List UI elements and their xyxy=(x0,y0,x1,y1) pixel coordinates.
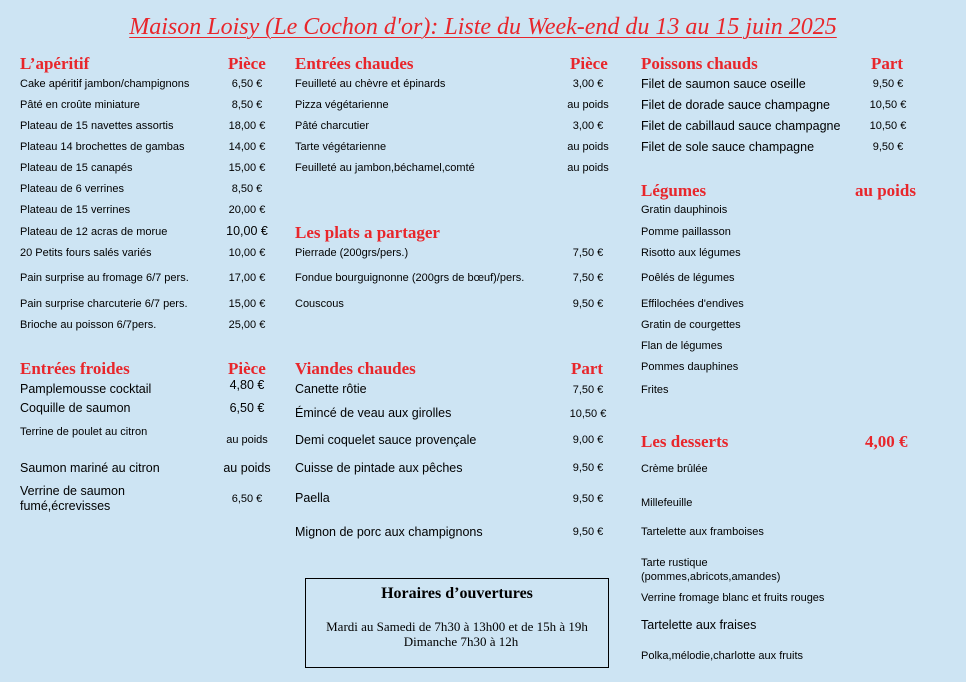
section-heading-poissons-chauds: Poissons chauds xyxy=(641,54,758,73)
item-price: 9,50 € xyxy=(572,526,604,538)
list-item: Feuilleté au jambon,béchamel,comté xyxy=(295,162,475,174)
item-price: 15,00 € xyxy=(228,162,266,174)
opening-hours-weekdays: Mardi au Samedi de 7h30 à 13h00 et de 15h à 19h xyxy=(326,619,588,634)
list-item: Pamplemousse cocktail xyxy=(20,382,152,396)
list-item-continued: fumé,écrevisses xyxy=(20,499,111,513)
list-item: Plateau de 6 verrines xyxy=(20,183,124,195)
list-item: Mignon de porc aux champignons xyxy=(295,525,483,539)
list-item: 20 Petits fours salés variés xyxy=(20,247,152,259)
list-item: Verrine de saumon xyxy=(20,484,125,498)
list-item: Pain surprise au fromage 6/7 pers. xyxy=(20,272,189,284)
item-price: 17,00 € xyxy=(228,272,266,284)
item-price: 9,50 € xyxy=(872,141,904,153)
unit-label-viandes-chaudes: Part xyxy=(571,359,604,378)
list-item: Plateau de 12 acras de morue xyxy=(20,226,168,238)
list-item: Demi coquelet sauce provençale xyxy=(295,433,477,447)
item-price: 25,00 € xyxy=(228,319,266,331)
list-item: Brioche au poisson 6/7pers. xyxy=(20,319,157,331)
item-price: 3,00 € xyxy=(572,120,604,132)
list-item: Plateau 14 brochettes de gambas xyxy=(20,141,185,153)
item-price: 20,00 € xyxy=(228,204,266,216)
item-price: 9,50 € xyxy=(572,298,604,310)
list-item: Tartelette aux fraises xyxy=(641,618,757,632)
list-item: Filet de cabillaud sauce champagne xyxy=(641,119,841,133)
item-price: 3,00 € xyxy=(572,78,604,90)
list-item: Filet de sole sauce champagne xyxy=(641,140,815,154)
item-price: 9,00 € xyxy=(572,434,604,446)
unit-label-entrees-froides: Pièce xyxy=(228,359,266,378)
list-item: Gratin dauphinois xyxy=(641,204,728,216)
unit-label-legumes: au poids xyxy=(855,181,916,200)
item-price: au poids xyxy=(567,162,609,174)
item-price: 6,50 € xyxy=(231,78,263,90)
unit-label-aperitif: Pièce xyxy=(228,54,266,73)
list-item: Fondue bourguignonne (200grs de bœuf)/pers. xyxy=(295,272,525,284)
list-item: Canette rôtie xyxy=(295,382,367,396)
item-price: 6,50 € xyxy=(229,401,265,415)
opening-hours-box xyxy=(305,578,609,668)
list-item: Pizza végétarienne xyxy=(295,99,389,111)
list-item: Tarte végétarienne xyxy=(295,141,387,153)
list-item: Verrine fromage blanc et fruits rouges xyxy=(641,592,825,604)
opening-hours-sunday: Dimanche 7h30 à 12h xyxy=(403,634,519,649)
item-price: 7,50 € xyxy=(572,384,604,396)
list-item: Cuisse de pintade aux pêches xyxy=(295,461,463,475)
section-heading-desserts: Les desserts xyxy=(641,432,729,451)
section-heading-aperitif: L’apéritif xyxy=(20,54,90,73)
item-price: 6,50 € xyxy=(231,493,263,505)
list-item: Feuilleté au chèvre et épinards xyxy=(295,78,446,90)
item-price: 9,50 € xyxy=(572,462,604,474)
item-price: 9,50 € xyxy=(572,493,604,505)
list-item: Plateau de 15 canapés xyxy=(20,162,133,174)
list-item: Couscous xyxy=(295,298,344,310)
list-item: Filet de dorade sauce champagne xyxy=(641,98,831,112)
list-item: Pierrade (200grs/pers.) xyxy=(295,247,409,259)
list-item: Cake apéritif jambon/champignons xyxy=(20,78,190,90)
item-price: 18,00 € xyxy=(228,120,266,132)
item-price: 7,50 € xyxy=(572,272,604,284)
list-item: Pommes dauphines xyxy=(641,361,739,373)
item-price: 10,50 € xyxy=(869,120,907,132)
unit-price-desserts: 4,00 € xyxy=(865,432,908,451)
item-price: 10,00 € xyxy=(228,247,266,259)
list-item: Flan de légumes xyxy=(641,340,723,352)
list-item: Poêlés de légumes xyxy=(641,272,735,284)
item-price: 14,00 € xyxy=(228,141,266,153)
list-item: Gratin de courgettes xyxy=(641,319,741,331)
list-item: Crème brûlée xyxy=(641,463,708,475)
item-price: 15,00 € xyxy=(228,298,266,310)
list-item: Émincé de veau aux girolles xyxy=(295,406,452,420)
list-item: Saumon mariné au citron xyxy=(20,461,160,475)
item-price: au poids xyxy=(567,99,609,111)
item-price: 9,50 € xyxy=(872,78,904,90)
item-price: 8,50 € xyxy=(231,183,263,195)
list-item: Tartelette aux framboises xyxy=(641,526,764,538)
item-price: 10,00 € xyxy=(226,224,268,238)
item-price: au poids xyxy=(567,141,609,153)
list-item: Millefeuille xyxy=(641,497,693,509)
list-item: Pâté charcutier xyxy=(295,120,369,132)
list-item: Pomme paillasson xyxy=(641,226,731,238)
section-heading-legumes: Légumes xyxy=(641,181,707,200)
list-item: Effilochées d'endives xyxy=(641,298,744,310)
section-heading-entrees-chaudes: Entrées chaudes xyxy=(295,54,414,73)
list-item: Pain surprise charcuterie 6/7 pers. xyxy=(20,298,188,310)
list-item: Filet de saumon sauce oseille xyxy=(641,77,806,91)
list-item: Frites xyxy=(641,384,669,396)
opening-hours-title: Horaires d’ouvertures xyxy=(381,585,533,602)
item-price: 4,80 € xyxy=(229,378,265,392)
list-item: Paella xyxy=(295,491,330,505)
list-item: Tarte rustique xyxy=(641,557,708,569)
section-heading-plats-partager: Les plats a partager xyxy=(295,223,440,242)
list-item-continued: (pommes,abricots,amandes) xyxy=(641,571,781,583)
list-item: Risotto aux légumes xyxy=(641,247,741,259)
list-item: Coquille de saumon xyxy=(20,401,131,415)
item-price: 10,50 € xyxy=(869,99,907,111)
unit-label-entrees-chaudes: Pièce xyxy=(570,54,608,73)
item-price: au poids xyxy=(226,434,268,446)
section-heading-viandes-chaudes: Viandes chaudes xyxy=(295,359,416,378)
list-item: Polka,mélodie,charlotte aux fruits xyxy=(641,650,804,662)
list-item: Plateau de 15 verrines xyxy=(20,204,131,216)
page-title: Maison Loisy (Le Cochon d'or): Liste du Week-end du 13 au 15 juin 2025 xyxy=(129,14,837,40)
list-item: Terrine de poulet au citron xyxy=(20,426,148,438)
item-price: 8,50 € xyxy=(231,99,263,111)
item-price: 7,50 € xyxy=(572,247,604,259)
unit-label-poissons-chauds: Part xyxy=(871,54,904,73)
list-item: Plateau de 15 navettes assortis xyxy=(20,120,174,132)
section-heading-entrees-froides: Entrées froides xyxy=(20,359,130,378)
list-item: Pâté en croûte miniature xyxy=(20,99,140,111)
item-price: 10,50 € xyxy=(569,408,607,420)
item-price: au poids xyxy=(223,461,271,475)
